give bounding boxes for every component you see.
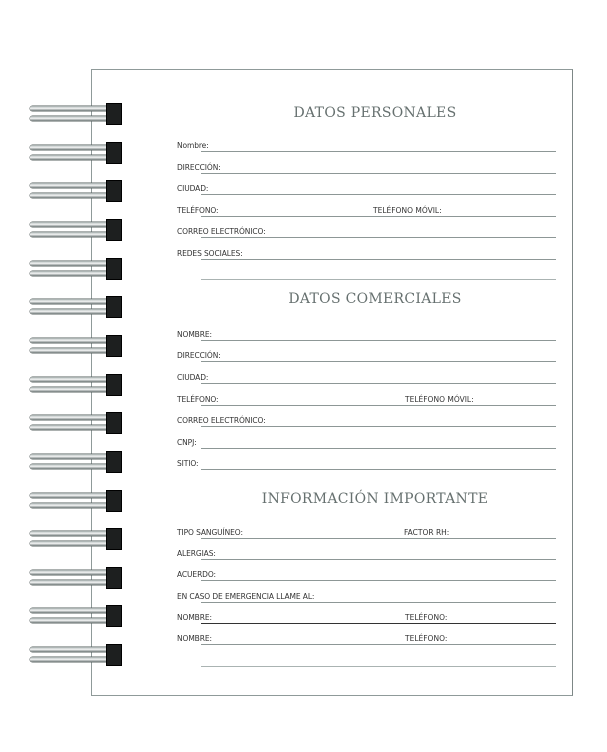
field-label: REDES SOCIALES: — [177, 249, 243, 258]
field-important-blood[interactable] — [177, 525, 556, 539]
spiral-ring-icon — [30, 451, 126, 473]
field-label-movil: TELÉFONO MÓVIL: — [373, 206, 442, 215]
field-label: NOMBRE: — [177, 613, 212, 622]
section-title-commercial: DATOS COMERCIALES — [288, 291, 462, 307]
field-label: NOMBRE: — [177, 330, 212, 339]
field-label: NOMBRE: — [177, 634, 212, 643]
field-personal-telefono[interactable] — [177, 203, 556, 217]
field-label: ALERGIAS: — [177, 549, 216, 558]
section-title-personal: DATOS PERSONALES — [293, 105, 457, 121]
field-label: CIUDAD: — [177, 184, 209, 193]
field-label: Nombre: — [177, 141, 209, 150]
field-commercial-sitio[interactable] — [177, 456, 556, 470]
field-personal-ciudad[interactable] — [177, 181, 556, 195]
field-commercial-nombre[interactable] — [177, 327, 556, 341]
field-label-telefono: TELÉFONO: — [405, 634, 448, 643]
field-label: DIRECCIÓN: — [177, 351, 221, 360]
field-commercial-direccion[interactable] — [177, 348, 556, 362]
field-commercial-telefono[interactable] — [177, 392, 556, 406]
field-label-movil: TELÉFONO MÓVIL: — [405, 395, 474, 404]
spiral-ring-icon — [30, 180, 126, 202]
field-commercial-correo[interactable] — [177, 413, 556, 427]
field-label: CNPJ: — [177, 438, 197, 447]
field-commercial-ciudad[interactable] — [177, 370, 556, 384]
field-label: TELÉFONO: — [177, 395, 219, 404]
spiral-ring-icon — [30, 374, 126, 396]
field-label: CORREO ELECTRÓNICO: — [177, 416, 266, 425]
spiral-ring-icon — [30, 644, 126, 666]
blank-line — [201, 279, 556, 280]
field-personal-direccion[interactable] — [177, 160, 556, 174]
field-commercial-cnpj[interactable] — [177, 435, 556, 449]
field-label: TELÉFONO: — [177, 206, 219, 215]
field-personal-redes[interactable] — [177, 246, 556, 260]
spiral-ring-icon — [30, 412, 126, 434]
spiral-ring-icon — [30, 335, 126, 357]
spiral-ring-icon — [30, 567, 126, 589]
spiral-ring-icon — [30, 605, 126, 627]
field-personal-nombre[interactable] — [177, 138, 556, 152]
spiral-ring-icon — [30, 142, 126, 164]
section-title-important: INFORMACIÓN IMPORTANTE — [261, 491, 489, 507]
spiral-ring-icon — [30, 219, 126, 241]
field-important-contact1[interactable] — [177, 610, 556, 624]
field-important-emergencia[interactable] — [177, 589, 556, 603]
field-label: EN CASO DE EMERGENCIA LLAME AL: — [177, 592, 315, 601]
field-important-alergias[interactable] — [177, 546, 556, 560]
spiral-ring-icon — [30, 258, 126, 280]
field-label: DIRECCIÓN: — [177, 163, 221, 172]
field-personal-correo[interactable] — [177, 224, 556, 238]
field-important-acuerdo[interactable] — [177, 567, 556, 581]
field-label: ACUERDO: — [177, 570, 216, 579]
blank-line — [201, 666, 556, 667]
field-label: TIPO SANGUÍNEO: — [177, 528, 243, 537]
field-label-rh: FACTOR RH: — [404, 528, 450, 537]
field-label: SITIO: — [177, 459, 199, 468]
field-label: CORREO ELECTRÓNICO: — [177, 227, 266, 236]
field-label: CIUDAD: — [177, 373, 209, 382]
field-important-contact2[interactable] — [177, 631, 556, 645]
spiral-ring-icon — [30, 528, 126, 550]
field-label-telefono: TELÉFONO: — [405, 613, 448, 622]
